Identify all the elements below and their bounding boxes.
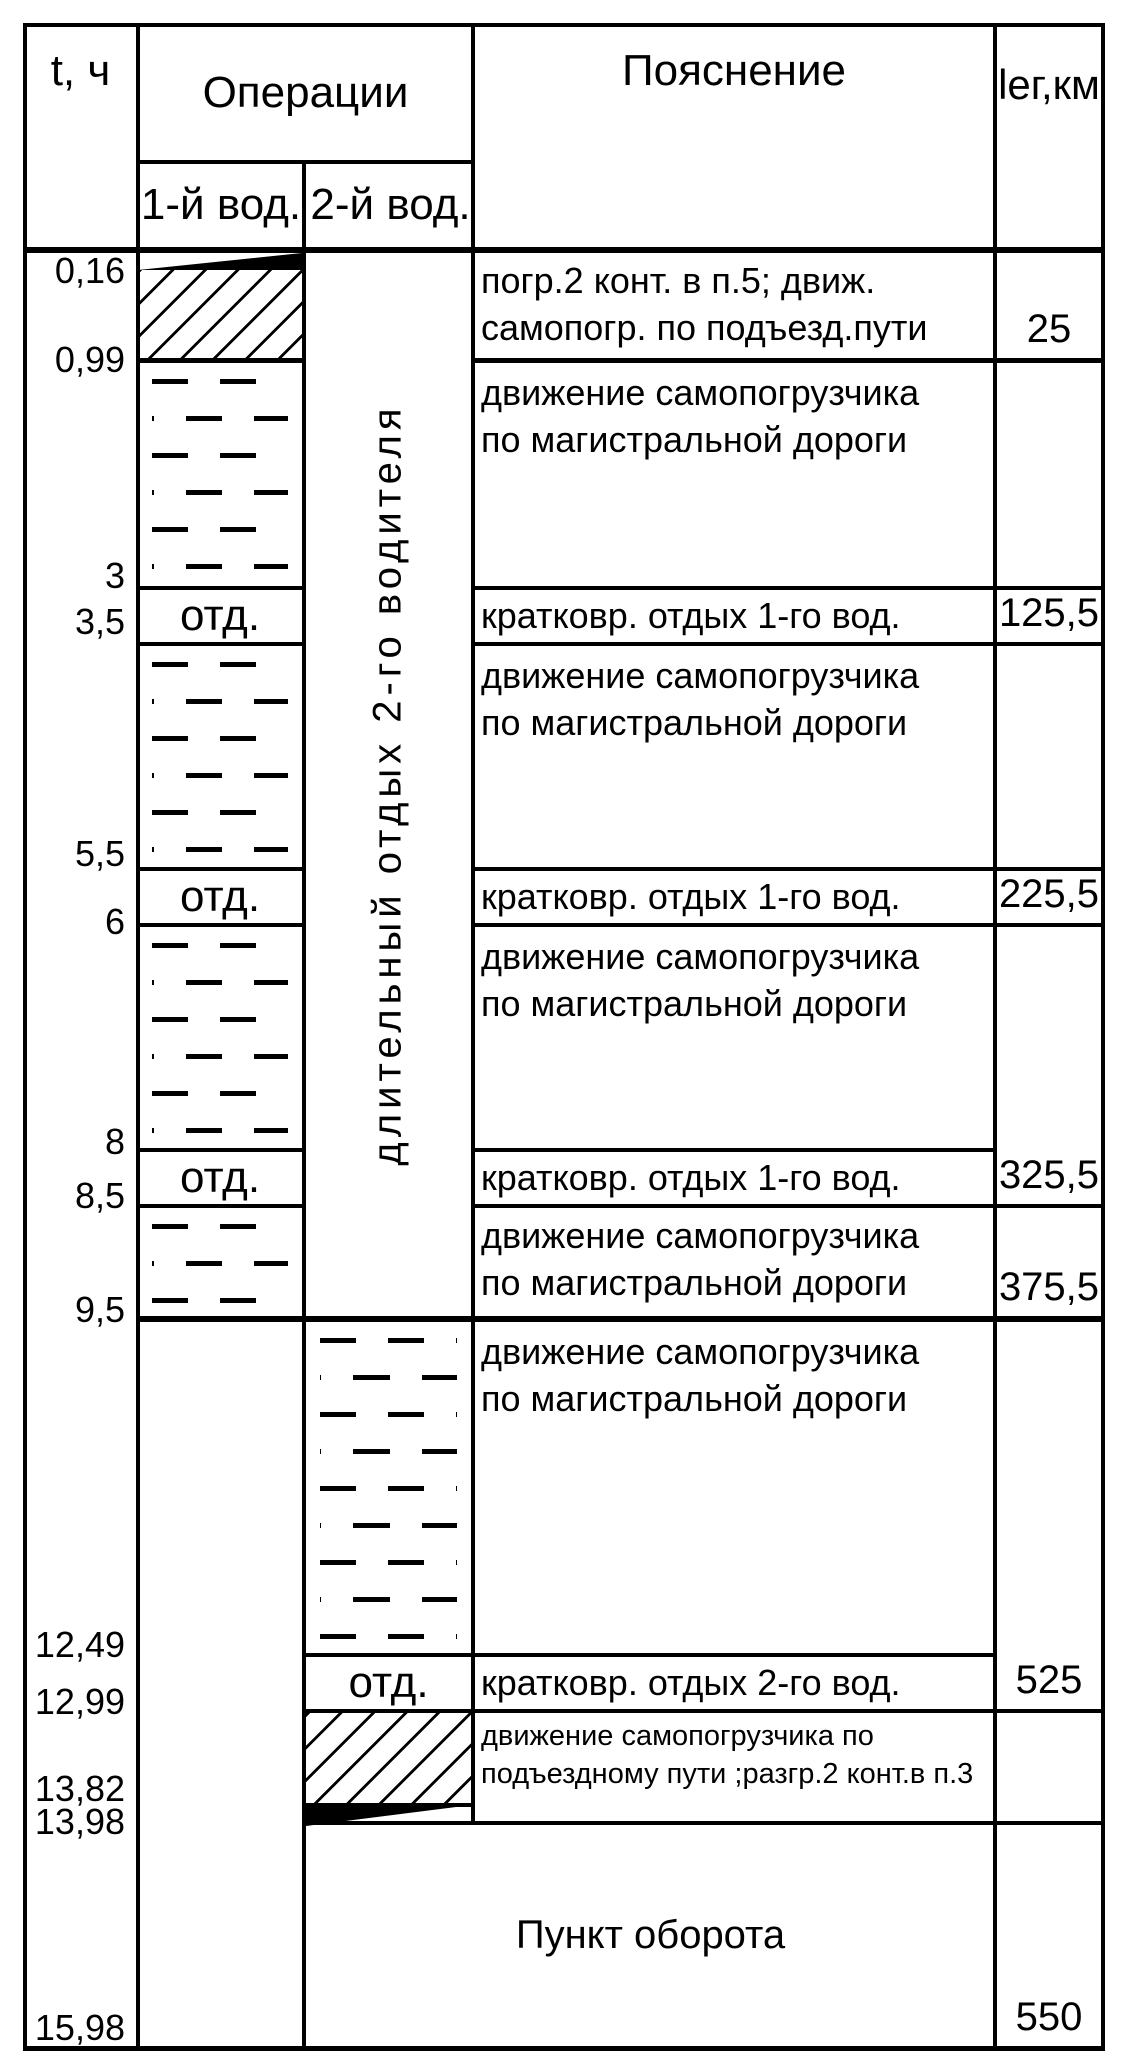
driver1-driving-dashes-4 [138,1208,302,1316]
tick-0-99: 0,99 [54,339,125,380]
rest-label: отд. [348,1658,429,1707]
dash-pattern-row [152,980,288,985]
explanation-cell-rest-3: кратковр. отдых 1-го вод. [481,1157,901,1198]
dash-pattern-row [320,1412,457,1417]
dash-pattern-row [152,810,288,815]
border-bottom [23,2046,1105,2051]
dash-pattern-row [320,1486,457,1491]
dash-pattern-row [152,1017,288,1022]
driver2-subheader [306,160,475,250]
explanation-cell-driving-1: движение самопогрузчика по магистральной дороги [481,372,920,460]
explanation-header-label: Пояснение [621,46,847,95]
rest-label: отд. [179,1153,261,1202]
distance-cell-25 [997,253,1101,356]
dash-pattern-row [152,379,288,384]
explanation-cell-unloading: движение самопогрузчика по подъездному пути ;разгр.2 конт.в п.3 [481,1720,974,1790]
driver2-long-rest-cell [306,253,471,1316]
dash-pattern-row [320,1597,457,1602]
dash-pattern-row [152,1128,288,1133]
dash-pattern-row [152,773,288,778]
dash-pattern-row [152,416,288,421]
explanation-cell-rest-1: кратковр. отдых 1-го вод. [481,595,901,636]
border-right [1101,23,1105,2050]
dash-pattern-row [152,736,288,741]
driver1-subheader [136,160,306,250]
tick-9-5: 9,5 [74,1289,125,1330]
turnaround-point-cell [306,1825,995,2046]
explanation-cell-driving-2: движение самопогрузчика по магистральной дороги [481,655,920,743]
driver1-rest-box-3 [138,1152,302,1204]
driver1-driving-dashes-2 [138,646,302,867]
distance-value: 525 [1015,1658,1083,1702]
explanation-cell-rest-2: кратковр. отдых 1-го вод. [481,876,901,917]
dash-pattern-row [320,1375,457,1380]
distance-value: 550 [1015,1995,1083,2039]
driver1-driving-dashes-3 [138,927,302,1148]
dash-pattern-row [152,1091,288,1096]
tick-3-5: 3,5 [74,601,125,642]
tick-8-5: 8,5 [74,1175,125,1216]
distance-value: 325,5 [998,1153,1100,1197]
dash-pattern-row [152,943,288,948]
distance-cell-375-5 [997,1208,1101,1314]
distance-value: 125,5 [998,591,1100,635]
driver2-subheader-label: 2-й вод. [310,180,471,229]
explanation-cell-rest-4: кратковр. отдых 2-го вод. [481,1662,901,1703]
driver2-access-road-hatch [306,1713,471,1803]
driver1-loading-wedge [138,253,302,270]
dash-pattern-row [152,699,288,704]
explanation-cell-driving-3: движение самопогрузчика по магистральной дороги [481,936,920,1024]
dash-pattern-row [320,1634,457,1639]
tick-13-82: 13,82 [34,1768,125,1809]
explanation-cell-driving-4: движение самопогрузчика по магистральной дороги [481,1215,920,1303]
dash-pattern-row [320,1449,457,1454]
dash-pattern-row [320,1560,457,1565]
dash-pattern-row [152,847,288,852]
driver1-rest-box-1 [138,590,302,642]
line-t0-99-expl [471,358,1105,363]
rest-label: отд. [179,872,261,921]
distance-value: 25 [1026,307,1072,351]
dash-pattern-row [152,453,288,458]
dash-pattern-row [152,662,288,667]
tick-13-98: 13,98 [34,1801,125,1842]
line-t9-5 [136,1316,1105,1322]
line-t13-82 [302,1803,475,1807]
tick-6: 6 [104,901,125,942]
tick-12-99: 12,99 [34,1681,125,1722]
operations-header-label: Операции [202,67,409,117]
distance-header [995,25,1103,145]
dash-pattern-row [152,527,288,532]
driver2-long-rest-label: длительный отдых 2-го водителя [366,403,411,1166]
dash-pattern-row [152,1224,288,1229]
time-axis-header-label: t, ч [50,46,111,95]
explanation-header [475,25,993,117]
explanation-cell-loading: погр.2 конт. в п.5; движ. самопогр. по подъезд.пути [481,260,928,348]
border-left [23,23,27,2050]
distance-cell-325-5 [997,927,1101,1202]
distance-value: 375,5 [998,1265,1100,1309]
tick-12-49: 12,49 [34,1624,125,1665]
tick-8: 8 [104,1121,125,1162]
driver2-driving-dashes [306,1322,471,1653]
driver2-rest-box [306,1657,471,1709]
distance-cell-125-5 [997,590,1101,640]
dash-pattern-row [152,564,288,569]
tick-5-5: 5,5 [74,833,125,874]
distance-cell-225-5 [997,871,1101,921]
dash-pattern-row [320,1338,457,1343]
distance-cell-525 [997,1322,1101,1707]
driver1-driving-dashes-1 [138,363,302,586]
distance-header-label: lег,км [998,61,1100,108]
turnaround-point-label: Пункт оборота [515,1913,786,1957]
tick-0-16: 0,16 [54,250,125,291]
dash-pattern-row [152,1298,288,1303]
distance-value: 225,5 [998,872,1100,916]
dash-pattern-row [152,1261,288,1266]
driver1-access-road-hatch [138,270,302,358]
distance-cell-550 [997,1825,1101,2044]
line-t3-5-expl [471,642,1105,646]
explanation-cell-driving-5: движение самопогрузчика по магистральной дороги [481,1331,920,1419]
tick-3: 3 [104,555,125,596]
dash-pattern-row [152,490,288,495]
tick-15-98: 15,98 [34,2007,125,2048]
dash-pattern-row [152,1054,288,1059]
driver1-rest-box-2 [138,871,302,923]
driver1-subheader-label: 1-й вод. [140,180,302,229]
rest-label: отд. [179,591,261,640]
time-axis-header [25,25,136,117]
dash-pattern-row [320,1523,457,1528]
operations-header [136,25,475,160]
